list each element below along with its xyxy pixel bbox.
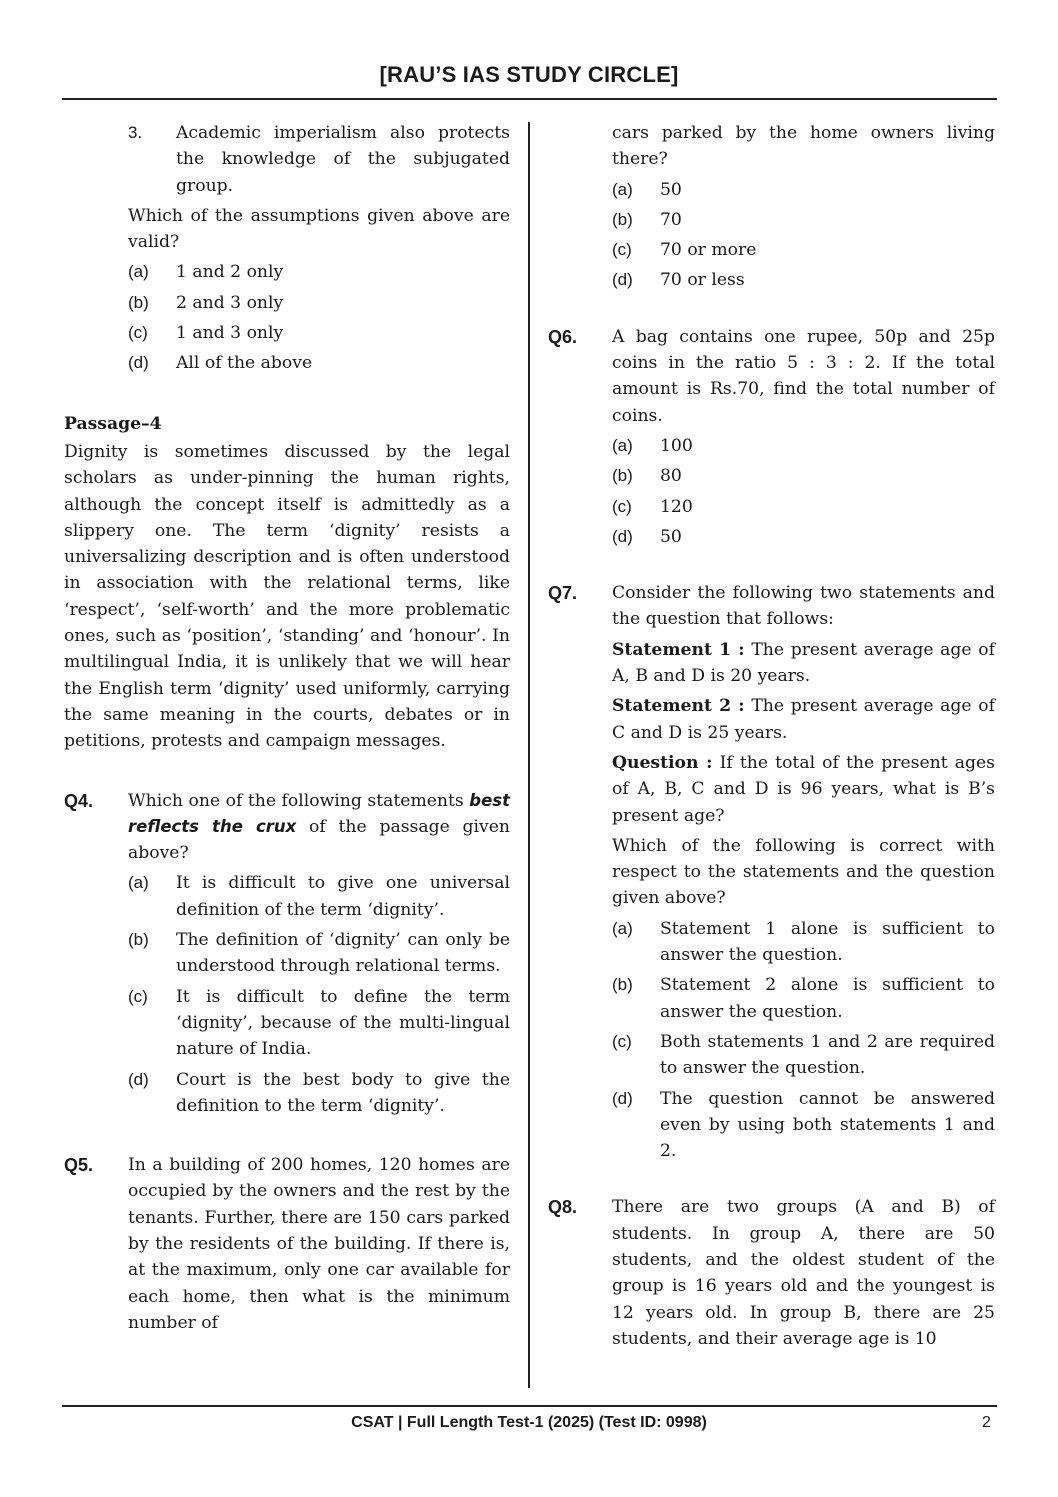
question-8 (548, 1194, 995, 1352)
question-number: Q5. (64, 1155, 94, 1176)
column-divider (528, 122, 530, 1388)
question-5 (64, 1152, 510, 1336)
question-text: In a building of 200 homes, 120 homes are occupied by the owners and the rest by the tenants. Further, there are 150 cars parked by the residents of the building. If there is, at the maximum, only one car available for each home, then what is the minimum number of (128, 1155, 510, 1333)
q3-option-a[interactable]: (a) 1 and 2 only (128, 262, 284, 283)
question-text: A bag contains one rupee, 50p and 25p coins in the ratio 5 : 3 : 2. If the total amount is Rs.70, find the total number of coins. (612, 326, 995, 426)
q3-option-b[interactable]: (b) 2 and 3 only (128, 292, 284, 313)
q5-option-a[interactable]: (a) 50 (612, 179, 682, 200)
question-statement: Question : If the total of the present ages of A, B, C and D is 96 years, what is B’s present age? (612, 752, 995, 826)
question-ask: Which of the following is correct with respect to the statements and the question given above? (612, 835, 995, 909)
question-6 (548, 324, 995, 550)
page-header-title: [RAU’S IAS STUDY CIRCLE] (379, 62, 679, 87)
q6-option-c[interactable]: (c) 120 (612, 496, 693, 517)
passage-title: Passage–4 (64, 413, 162, 434)
assumption-text: Academic imperialism also protects the knowledge of the subjugated group. (176, 123, 510, 196)
question-text: Consider the following two statements and the question that follows: (612, 583, 995, 630)
question-text: Which one of the following statements best reflects the crux of the passage given above? (128, 790, 510, 864)
statement-1: Statement 1 : The present average age of A, B and D is 20 years. (612, 639, 995, 687)
q3-option-c[interactable]: (c) 1 and 3 only (128, 323, 284, 344)
left-column (64, 120, 510, 1336)
q4-option-a[interactable]: (a) It is difficult to give one universal definition of the term ‘dignity’. (128, 873, 510, 920)
question-number: Q6. (548, 326, 578, 347)
q3-tail (128, 203, 510, 377)
passage-text: Dignity is sometimes discussed by the legal scholars as under-pinning the human rights, although the concept itself is admittedly as a slippery one. The term ‘dignity’ resists a universalizing description and is often understood in association with the relational terms, like ‘respect’, ‘self-worth’ and the more problematic ones, such as ‘position’, ‘standing’ and ‘honour’. In multilingual India, it is unlikely that we will hear the English term ‘dignity’ used uniformly, carrying the same meaning in the courts, debates or in petitions, protests and campaign messages. (64, 441, 510, 752)
q5-option-c[interactable]: (c) 70 or more (612, 240, 757, 261)
footer-rule (62, 1405, 997, 1407)
header-rule (62, 98, 997, 100)
page-number: 2 (982, 1414, 991, 1431)
q4-option-d[interactable]: (d) Court is the best body to give the definition to the term ‘dignity’. (128, 1069, 510, 1116)
question-number: Q4. (64, 790, 94, 811)
q7-option-b[interactable]: (b) Statement 2 alone is sufficient to answer the question. (612, 975, 995, 1022)
statement-2: Statement 2 : The present average age of C and D is 25 years. (612, 696, 995, 743)
q7-option-c[interactable]: (c) Both statements 1 and 2 are required to answer the question. (612, 1031, 995, 1079)
q7-option-d[interactable]: (d) The question cannot be answered even by using both statements 1 and 2. (612, 1088, 995, 1162)
q5-option-b[interactable]: (b) 70 (612, 209, 682, 230)
q4-option-b[interactable]: (b) The definition of ‘dignity’ can only be understood through relational terms. (128, 930, 510, 977)
footer-test-info: CSAT | Full Length Test-1 (2025) (Test ID: 0998) (351, 1414, 707, 1431)
q6-option-b[interactable]: (b) 80 (612, 466, 682, 487)
question-text: cars parked by the home owners living there? (612, 123, 995, 170)
q7-option-a[interactable]: (a) Statement 1 alone is sufficient to answer the question. (612, 918, 995, 966)
emphasis-text: best reflects the crux (128, 790, 510, 836)
q5-option-d[interactable]: (d) 70 or less (612, 270, 745, 291)
question-4 (64, 788, 510, 1120)
question-5-continued (612, 120, 995, 294)
right-column (548, 120, 995, 1352)
q6-option-a[interactable]: (a) 100 (612, 435, 693, 456)
q3-question: Which of the assumptions given above are valid? (128, 205, 510, 253)
q6-option-d[interactable]: (d) 50 (612, 526, 682, 547)
question-number: Q8. (548, 1197, 578, 1218)
q3-option-d[interactable]: (d) All of the above (128, 353, 313, 374)
question-7 (548, 580, 995, 1164)
question-text: There are two groups (A and B) of students. In group A, there are 50 students, and the oldest student of the group is 16 years old and the youngest is 12 years old. In group B, there are 25 students, and their average age is 10 (612, 1197, 995, 1349)
q4-option-c[interactable]: (c) It is difficult to define the term ‘dignity’, because of the multi-lingual nature of India. (128, 986, 510, 1060)
assumption-number: 3. (128, 123, 143, 142)
question-number: Q7. (548, 583, 578, 604)
assumption-item-3 (128, 120, 510, 199)
